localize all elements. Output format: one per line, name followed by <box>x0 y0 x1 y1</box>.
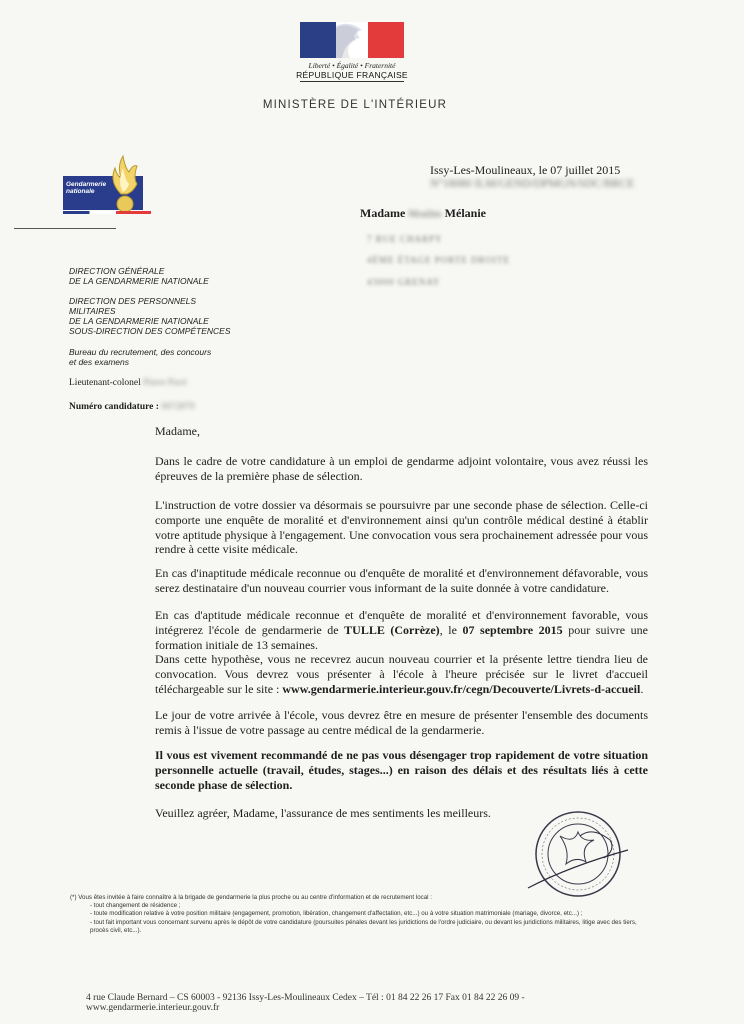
divider <box>14 228 116 229</box>
address-line: 7 RUE CHARPY <box>367 234 443 244</box>
place-date: Issy-Les-Moulineaux, le 07 juillet 2015 <box>430 163 621 177</box>
redacted-candidate-number: 0072879 <box>161 402 195 412</box>
tricolor-stripe <box>63 211 151 214</box>
paragraph: Le jour de votre arrivée à l'école, vous devrez être en mesure de présenter l'ensemble des documents remis à l'issue de votre passage au centre médical de la gendarmerie. <box>155 708 648 737</box>
address-line: 43000 GRENAY <box>367 277 441 287</box>
sender-direction: DIRECTION GÉNÉRALE DE LA GENDARMERIE NATIONALE <box>69 266 209 286</box>
marianne-profile-icon <box>336 22 368 58</box>
gendarmerie-logo-text: Gendarmerie nationale <box>66 181 107 195</box>
sender-bureau: Bureau du recrutement, des concours et des examens <box>69 347 212 367</box>
start-date: 07 septembre 2015 <box>462 622 563 637</box>
redacted-officer-name: Pierre Pavé <box>143 378 187 388</box>
footnote-item: - tout fait important vous concernant survenu après le dépôt de votre candidature (poursuites pénales devant les juridictions de l'ordre judiciaire, ou devant les juridictions militaires, litige avec des tiers, procès civil, etc...). <box>90 918 637 934</box>
paragraph: Dans le cadre de votre candidature à un emploi de gendarme adjoint volontaire, vous avez réussi les épreuves de la première phase de sélection. <box>155 454 648 483</box>
flag-icon <box>300 22 404 58</box>
footnote-item: - toute modification relative à votre position militaire (engagement, promotion, libération, changement d'affectation, etc...) ou à votre situation matrimoniale (mariage, divorce, etc...) ; <box>90 910 583 918</box>
footnote: (*) Vous êtes invitée à faire connaître à la brigade de gendarmerie la plus proche ou au centre d'information et de recrutement local : - tout changement de résidence ; - toute modification relative à votre position militaire (engagement, promotion, libération, changement d'affectation, etc...) ou à votre situation matrimoniale (mariage, divorce, etc...) ; - tout fait important vous concernant survenu après le dépôt de votre candidature (poursuites pénales devant les juridictions de l'ordre judiciaire, ou devant les juridictions militaires, litige avec des tiers, procès civil, etc...). <box>70 894 648 935</box>
motto: Liberté • Égalité • Fraternité <box>308 61 396 70</box>
sender-direction: DIRECTION DES PERSONNELS MILITAIRES DE LA GENDARMERIE NATIONALE <box>69 296 209 326</box>
divider <box>300 81 404 82</box>
marianne-logo <box>296 22 408 82</box>
closing: Veuillez agréer, Madame, l'assurance de mes sentiments les meilleurs. <box>155 806 491 820</box>
footer-address: 4 rue Claude Bernard – CS 60003 - 92136 Issy-Les-Moulineaux Cedex – Tél : 01 84 22 26 17 Fax 01 84 22 26 09 - www.gendarmerie.interieur.gouv.fr <box>86 993 525 1013</box>
official-stamp-icon <box>520 806 636 902</box>
republic-label: RÉPUBLIQUE FRANÇAISE <box>296 70 408 80</box>
ministry-title: MINISTÈRE DE L'INTÉRIEUR <box>262 99 448 111</box>
website-link[interactable]: www.gendarmerie.interieur.gouv.fr/cegn/Decouverte/Livrets-d-accueil <box>282 681 641 696</box>
gendarmerie-logo <box>63 154 153 216</box>
reference-number: N°18080 ILM/GEND/DPMGN/SDC/BRCE <box>430 178 635 190</box>
paragraph-bold: Il vous est vivement recommandé de ne pas vous désengager trop rapidement de votre situation personnelle actuelle (travail, études, stages...) en raison des délais et des résultats liés à cette seconde phase de sélection. <box>155 748 648 792</box>
footnote-item: - tout changement de résidence ; <box>90 902 181 910</box>
address-line: 4ÈME ÉTAGE PORTE DROITE <box>367 255 510 265</box>
officer-line: Lieutenant-colonel Pierre Pavé <box>69 378 187 388</box>
school-city: TULLE (Corrèze) <box>344 622 440 637</box>
candidate-number-line: Numéro candidature : 0072879 <box>69 402 195 412</box>
redacted-last-name: Moulins <box>408 209 442 220</box>
paragraph: L'instruction de votre dossier va désormais se poursuivre par une seconde phase de sélection. Celle-ci comporte une enquête de moralité et d'environnement ainsi qu'un contrôle médical destiné à établir votre aptitude physique à l'engagement. Une convocation vous sera prochainement adressée pour vous rendre à cette visite médicale. <box>155 498 648 557</box>
paragraph: En cas d'aptitude médicale reconnue et d'enquête de moralité et d'environnement favorable, vous intégrerez l'école de gendarmerie de TULLE (Corrèze), le 07 septembre 2015 pour suivre une formation initiale de 13 semaines. Dans cette hypothèse, vous ne recevrez aucun nouveau courrier et la présente lettre tiendra lieu de convocation. Vous devrez vous présenter à l'école à l'heure précisée sur le livret d'accueil téléchargeable sur le site : www.gendarmerie.interieur.gouv.fr/cegn/Decouverte/Livrets-d-accueil. <box>155 608 648 696</box>
salutation: Madame, <box>155 424 200 438</box>
sender-subdirection: SOUS-DIRECTION DES COMPÉTENCES <box>69 326 231 336</box>
paragraph: En cas d'inaptitude médicale reconnue ou d'enquête de moralité et d'environnement défavorable, vous serez destinataire d'un nouveau courrier vous informant de la suite donnée à votre candidature. <box>155 566 648 595</box>
grenade-flame-icon <box>107 154 141 216</box>
recipient-name: Madame Moulins Mélanie <box>360 206 486 220</box>
